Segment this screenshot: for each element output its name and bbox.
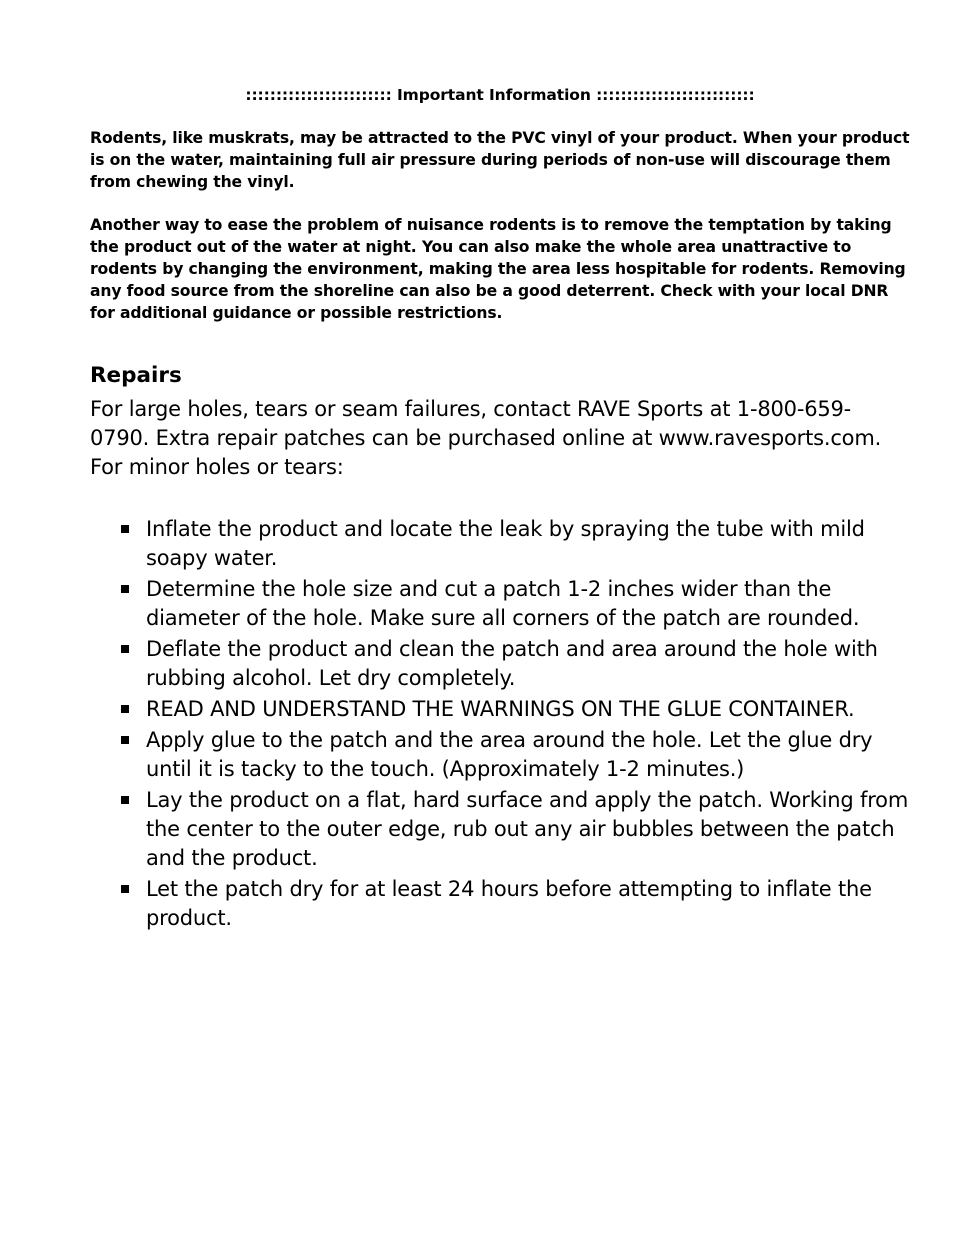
rodent-paragraph: Rodents, like muskrats, may be attracted to the PVC vinyl of your product. When your product is on the water, maintaining full air pressure during periods of non-use will discourage them from chewing the vinyl.: [90, 129, 910, 191]
repairs-heading: Repairs: [90, 363, 182, 389]
repair-step-text: Let the patch dry for at least 24 hours before attempting to inflate the product.: [146, 877, 872, 931]
rodent-prevention-paragraph: Another way to ease the problem of nuisance rodents is to remove the temptation by taking the product out of the water at night. You can also make the whole area unattractive to rodents by changing the environment, making the area less hospitable for rodents. Removing any food source from the shoreline can also be a good deterrent. Check with your local DNR for additional guidance or possible restrictions.: [90, 216, 906, 322]
square-bullet-icon: [121, 705, 129, 713]
repair-step: [146, 575, 910, 633]
square-bullet-icon: [121, 796, 129, 804]
repair-step-text: Apply glue to the patch and the area around the hole. Let the glue dry until it is tacky to the touch. (Approximately 1-2 minutes.): [146, 728, 873, 782]
repair-step: [146, 515, 910, 573]
important-information-heading: :::::::::::::::::::::::: Important Information ::::::::::::::::::::::::::: [245, 86, 755, 104]
square-bullet-icon: [121, 645, 129, 653]
repair-step-text: Lay the product on a flat, hard surface and apply the patch. Working from the center to the outer edge, rub out any air bubbles between the patch and the product.: [146, 788, 909, 871]
repair-step-text: Determine the hole size and cut a patch 1-2 inches wider than the diameter of the hole. Make sure all corners of the patch are rounded.: [146, 577, 860, 631]
square-bullet-icon: [121, 525, 129, 533]
repairs-intro-paragraph: For large holes, tears or seam failures, contact RAVE Sports at 1-800-659-0790. Extra repair patches can be purchased online at www.ravesports.com. For minor holes or tears:: [90, 397, 882, 480]
repair-steps-list: [90, 515, 910, 933]
square-bullet-icon: [121, 585, 129, 593]
repair-step-text: Deflate the product and clean the patch and area around the hole with rubbing alcohol. Let dry completely.: [146, 637, 878, 691]
repair-step: [146, 786, 910, 873]
repair-step: [146, 695, 910, 724]
square-bullet-icon: [121, 885, 129, 893]
repair-step: [146, 635, 910, 693]
repair-step-text: Inflate the product and locate the leak by spraying the tube with mild soapy water.: [146, 517, 865, 571]
repairs-section: [90, 361, 910, 933]
repair-step: [146, 875, 910, 933]
square-bullet-icon: [121, 736, 129, 744]
repair-step-text: READ AND UNDERSTAND THE WARNINGS ON THE GLUE CONTAINER.: [146, 697, 855, 722]
repair-step: [146, 726, 910, 784]
important-information-section: [90, 84, 910, 324]
document-page: [90, 84, 910, 935]
